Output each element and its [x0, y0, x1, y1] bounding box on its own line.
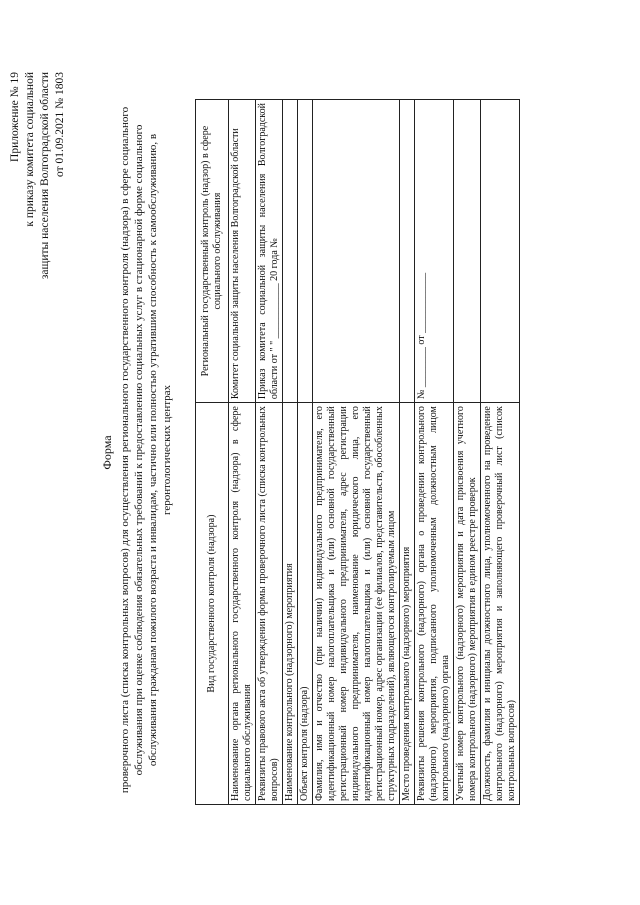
row-label: Наименование контрольного (надзорного) мероприятия	[283, 403, 298, 805]
checklist-table	[195, 99, 520, 805]
row-label: Реквизиты правового акта об утверждении формы проверочного листа (списка контрольных вопросов)	[256, 403, 283, 805]
row-label: Учетный номер контрольного (надзорного) мероприятия и дата присвоения учетного номера контрольного (надзорного) мероприятия в едином реестре проверок	[454, 403, 481, 805]
table-row	[229, 100, 256, 805]
table-row	[415, 100, 454, 805]
appendix-date: от 01.09.2021 № 1803	[54, 72, 66, 177]
row-value	[481, 100, 520, 403]
table-row	[481, 100, 520, 805]
row-value: Комитет социальной защиты населения Волгоградской области	[229, 100, 256, 403]
row-value	[454, 100, 481, 403]
table-header-row	[196, 100, 229, 805]
header-control-type: Вид государственного контроля (надзора)	[196, 403, 229, 805]
appendix-header	[8, 72, 68, 279]
header-control-value: Региональный государственный контроль (надзор) в сфере социального обслуживания	[196, 100, 229, 403]
table-row	[400, 100, 415, 805]
form-subtitle: проверочного листа (списка контрольных вопросов) для осуществления регионального государственного контроля (надзора) в сфере социального обслуживания при оценке соблюдения обязательных требований к предоставлению социальных услуг в стационарной форме социального обслуживания гражданам пожилого возраста и инвалидам, частично или полностью утратившим способность к самообслуживанию, в геронтологических центрах	[119, 106, 173, 794]
table-row	[283, 100, 298, 805]
row-value	[400, 100, 415, 403]
table-row	[298, 100, 313, 805]
row-label: Должность, фамилия и инициалы должностного лица, уполномоченного на проведение контрольного (надзорного) мероприятия и заполняющего проверочный лист (список контрольных вопросов)	[481, 403, 520, 805]
row-value: Приказ комитета социальной защиты населения Волгоградской области от " " ___________ 20 года №	[256, 100, 283, 403]
table-row	[454, 100, 481, 805]
appendix-order-ref: к приказу комитета социальной	[24, 72, 36, 227]
row-label: Объект контроля (надзора)	[298, 403, 313, 805]
table-body	[229, 100, 520, 805]
row-label: Наименование органа регионального государственного контроля (надзора) в сфере социального обслуживания	[229, 403, 256, 805]
table-row	[313, 100, 400, 805]
row-label: Реквизиты решения контрольного (надзорного) органа о проведении контрольного (надзорного) мероприятия, подписанного уполномоченным должностным лицом контрольного (надзорного) органа	[415, 403, 454, 805]
appendix-authority: защиты населения Волгоградской области	[39, 72, 51, 280]
form-title: Форма	[100, 435, 114, 470]
row-label: Место проведения контрольного (надзорного) мероприятия	[400, 403, 415, 805]
row-value	[298, 100, 313, 403]
row-value	[313, 100, 400, 403]
appendix-number: Приложение № 19	[9, 72, 21, 162]
table-row	[256, 100, 283, 805]
row-label: Фамилия, имя и отчество (при наличии) индивидуального предпринимателя, его идентификационный номер налогоплательщика и (или) основной государственный регистрационный номер индивидуального предпринимателя, адрес регистрации индивидуального предпринимателя, наименование юридического лица, его идентификационный номер налогоплательщика и (или) основной государственный регистрационный номер, адрес организации (ее филиалов, представительств, обособленных структурных подразделений), являющегося контролируемым лицом	[313, 403, 400, 805]
row-value: № ________ от ____________	[415, 100, 454, 403]
row-value	[283, 100, 298, 403]
